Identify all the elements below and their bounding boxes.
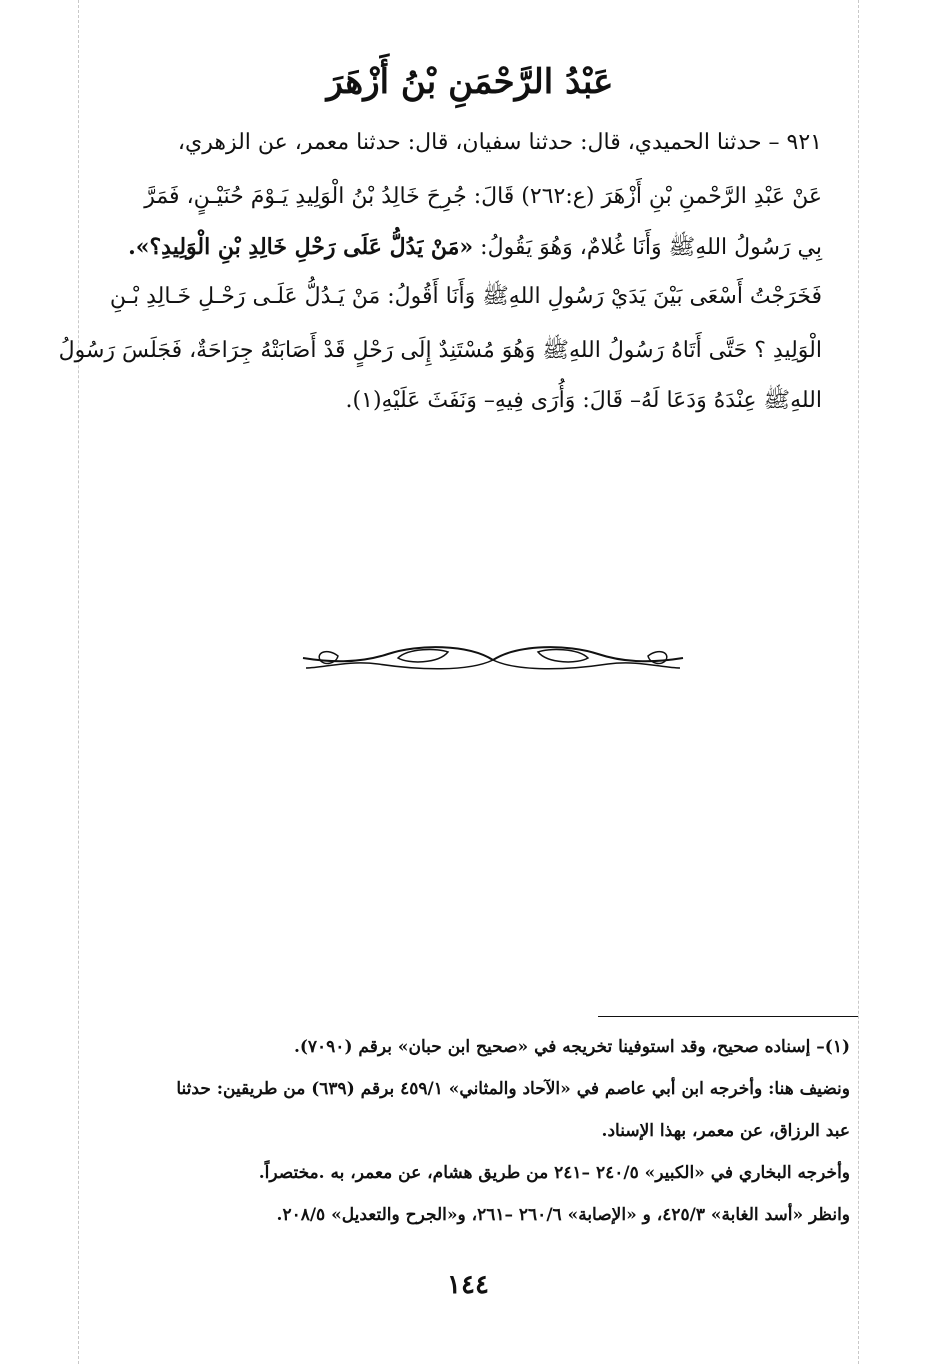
footnote-line-2: ونضيف هنا: وأخرجه ابن أبي عاصم في «الآحاد والمثاني» ٤٥٩/١ برقم (٦٣٩) من طريقين: حدثنا <box>176 1079 850 1099</box>
margin-guide-right <box>858 0 859 1364</box>
hadith-line-3-text: بِي رَسُولُ اللهِﷺ وَأَنَا غُلامٌ، وَهُوَ يَقُولُ: <box>480 235 822 260</box>
prophet-quote: «مَنْ يَدُلُّ عَلَى رَحْلِ خَالِدِ بْنِ الْوَلِيدِ؟». <box>128 234 474 260</box>
hadith-line-2: عَنْ عَبْدِ الرَّحْمنِ بْنِ أَزْهَرَ (ع:٢٦٢) قَالَ: جُرِحَ خَالِدُ بْنُ الْوَلِيدِ يَـوْمَ حُنَيْـنٍ، فَمَرَّ <box>144 184 822 209</box>
page-title: عَبْدُ الرَّحْمَنِ بْنُ أَزْهَرَ <box>326 62 614 102</box>
hadith-line-1: ٩٢١ – حدثنا الحميدي، قال: حدثنا سفيان، قال: حدثنا معمر، عن الزهري، <box>177 130 822 155</box>
hadith-line-5: الْوَلِيدِ ؟ حَتَّى أَتَاهُ رَسُولُ اللهِﷺ وَهُوَ مُسْتَنِدٌ إِلَى رَحْلٍ قَدْ أَصَابَتْهُ جِرَاحَةٌ، فَجَلَسَ رَسُولُ <box>58 338 822 363</box>
footnote-line-1: (١)– إسناده صحيح، وقد استوفينا تخريجه في «صحيح ابن حبان» برقم (٧٠٩٠). <box>293 1037 850 1057</box>
page-number: ١٤٤ <box>447 1270 489 1300</box>
footnote-separator <box>598 1016 858 1017</box>
footnote-line-5: وانظر «أسد الغابة» ٤٢٥/٣، و «الإصابة» ٢٦٠/٦ –٢٦١، و«الجرح والتعديل» ٢٠٨/٥. <box>276 1205 850 1225</box>
ornament-divider <box>298 638 688 678</box>
footnote-line-4: وأخرجه البخاري في «الكبير» ٢٤٠/٥ –٢٤١ من طريق هشام، عن معمر، به .مختصراً. <box>258 1163 850 1183</box>
hadith-line-6: اللهِﷺ عِنْدَهُ وَدَعَا لَهُ– قَالَ: وَأُرَى فِيهِ– وَنَفَثَ عَلَيْهِ(١). <box>345 388 822 413</box>
hadith-line-3 <box>110 232 822 263</box>
footnote-line-3: عبد الرزاق، عن معمر، بهذا الإسناد. <box>601 1121 850 1141</box>
hadith-line-4: فَخَرَجْتُ أَسْعَى بَيْنَ يَدَيْ رَسُولِ اللهِﷺ وَأَنَا أَقُولُ: مَنْ يَـدُلُّ عَلَـى رَحْـلِ خَـالِدِ بْـنِ <box>109 284 822 309</box>
